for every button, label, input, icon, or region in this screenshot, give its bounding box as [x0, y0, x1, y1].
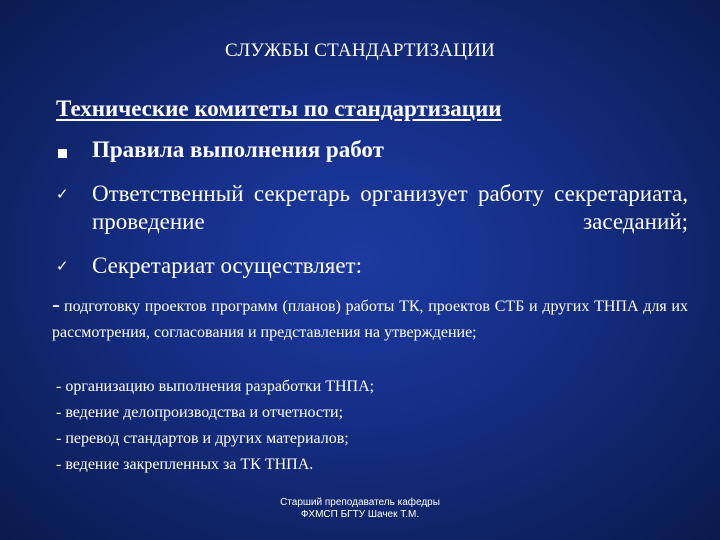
list-item: - ведение закрепленных за ТК ТНПА.: [56, 456, 314, 473]
list-item: - организацию выполнения разработки ТНПА;: [56, 378, 375, 395]
bullet-text: Правила выполнения работ: [92, 137, 384, 162]
duty-lead-paragraph: [52, 292, 688, 346]
bullet-text: Ответственный секретарь организует работу секретариата, проведение заседаний;: [92, 181, 688, 234]
footer-line: ФХМСП БГТУ Шачек Т.М.: [300, 509, 420, 520]
checkmark-icon: ✓: [56, 185, 69, 203]
square-bullet-icon: [58, 149, 67, 158]
section-subtitle: Технические комитеты по стандартизации: [56, 96, 502, 121]
list-item: - перевод стандартов и других материалов;: [56, 430, 349, 447]
dash-marker: -: [52, 292, 60, 318]
slide-title: СЛУЖБЫ СТАНДАРТИЗАЦИИ: [225, 40, 495, 61]
duty-lead-text: подготовку проектов программ (планов) работы ТК, проектов СТБ и других ТНПА для их рассмотрения, согласования и представления на утверждение;: [52, 298, 688, 341]
footer-line: Старший преподаватель кафедры: [280, 497, 440, 508]
bullet-secretary: [56, 180, 688, 236]
duty-list: [56, 374, 374, 478]
list-item: - ведение делопроизводства и отчетности;: [56, 404, 344, 421]
bullet-text: Секретариат осуществляет:: [92, 253, 362, 278]
checkmark-icon: ✓: [56, 257, 69, 275]
bullet-secretariat: [56, 252, 688, 280]
bullet-rules: [56, 136, 688, 164]
footer-credit: [0, 497, 720, 521]
